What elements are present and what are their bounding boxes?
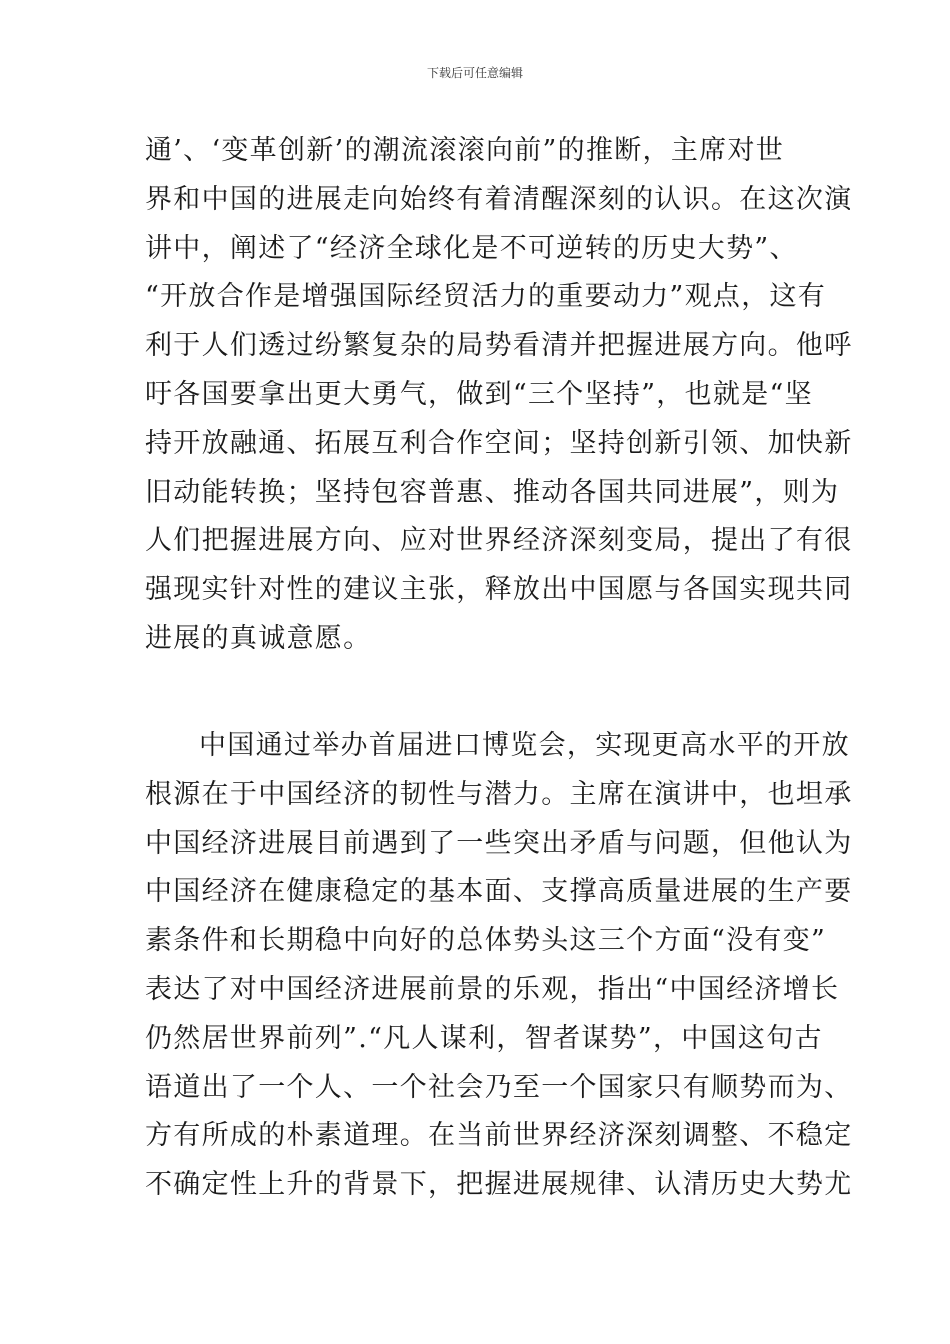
text-line: 语道出了一个人、一个社会乃至一个国家只有顺势而为、 — [145, 1071, 853, 1103]
text-line: 讲中，阐述了“经济全球化是不可逆转的历史大势”、 — [145, 232, 798, 264]
text-line: 中国经济进展目前遇到了一些突出矛盾与问题，但他认为 — [145, 827, 853, 859]
paragraph-2 — [145, 722, 853, 1210]
text-line: 强现实针对性的建议主张，释放出中国愿与各国实现共同 — [145, 574, 853, 606]
text-line: 素条件和长期稳中向好的总体势头这三个方面“没有变” — [145, 925, 827, 957]
text-line: 表达了对中国经济进展前景的乐观，指出“中国经济增长 — [145, 973, 840, 1005]
text-line: 方有所成的朴素道理。在当前世界经济深刻调整、不稳定 — [145, 1120, 853, 1152]
text-line: 持开放融通、拓展互利合作空间；坚持创新引领、加快新 — [145, 427, 853, 459]
text-line: 人们把握进展方向、应对世界经济深刻变局，提出了有很 — [145, 525, 853, 557]
text-line: 不确定性上升的背景下，把握进展规律、认清历史大势尤 — [145, 1169, 853, 1201]
text-line: 旧动能转换；坚持包容普惠、推动各国共同进展”，则为 — [145, 476, 840, 508]
text-line: 吁各国要拿出更大勇气，做到“三个坚持”，也就是“坚 — [145, 378, 813, 410]
text-line: 利于人们透过纷繁复杂的局势看清并把握进展方向。他呼 — [145, 330, 853, 362]
text-line: 仍然居世界前列”.“凡人谋利，智者谋势”，中国这句古 — [145, 1022, 823, 1054]
text-line: 通’、‘变革创新’的潮流滚滚向前”的推断，主席对世 — [145, 135, 785, 166]
text-line: “开放合作是增强国际经贸活力的重要动力”观点，这有 — [145, 281, 827, 313]
text-line: 根源在于中国经济的韧性与潜力。主席在演讲中，也坦承 — [145, 778, 853, 810]
paragraph-1 — [145, 127, 853, 664]
page-header: 下载后可任意编辑 — [426, 66, 523, 80]
text-line: 中国经济在健康稳定的基本面、支撑高质量进展的生产要 — [145, 876, 853, 908]
text-line: 中国通过举办首届进口博览会，实现更高水平的开放 — [199, 730, 850, 761]
text-line: 进展的真诚意愿。 — [145, 622, 372, 654]
text-line: 界和中国的进展走向始终有着清醒深刻的认识。在这次演 — [145, 183, 853, 215]
